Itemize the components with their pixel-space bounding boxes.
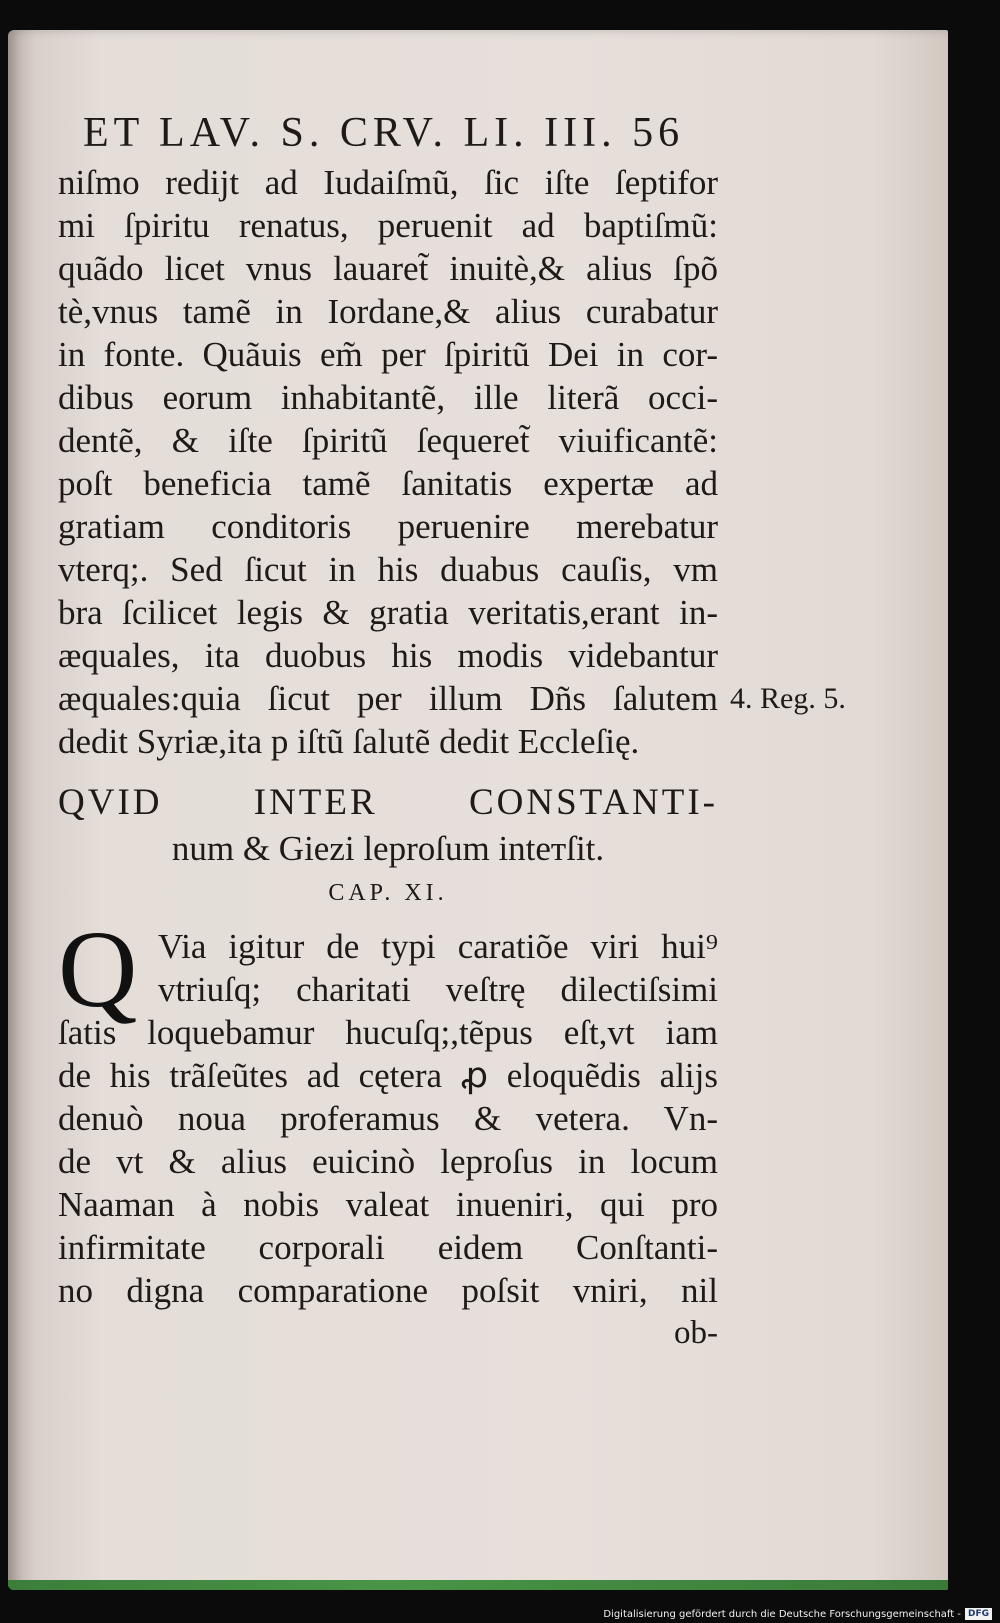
text-line: æquales, ita duobus his modis videbantur xyxy=(58,636,718,675)
text-line: bra ſcilicet legis & gratia veritatis,erant in- xyxy=(58,593,718,632)
text-line: de his trãſeũtes ad cętera ꝓ eloquẽdis alijs xyxy=(58,1056,718,1095)
text-line: denuò noua proferamus & vetera. Vn- xyxy=(58,1099,718,1138)
margin-note: 4. Reg. 5. xyxy=(730,682,846,715)
running-head: ET LAV. S. CRV. LI. III. 56 xyxy=(83,110,685,156)
text-line: poſt beneficia tamẽ ſanitatis expertæ ad xyxy=(58,464,718,503)
digitization-footer xyxy=(603,1608,992,1620)
text-line: ſatis loquebamur hucuſq;,tẽpus eſt,vt iam xyxy=(58,1013,718,1052)
text-line: no digna comparatione poſsit vniri, nil xyxy=(58,1271,718,1310)
text-line: dentẽ, & iſte ſpiritũ ſequeret̃ viuificantẽ: xyxy=(58,421,718,460)
text-line: niſmo redijt ad Iudaiſmũ, ſic iſte ſeptifor xyxy=(58,163,718,202)
text-line: Naaman à nobis valeat inueniri, qui pro xyxy=(58,1185,718,1224)
text-line: mi ſpiritu renatus, peruenit ad baptiſmũ: xyxy=(58,206,718,245)
text-line: gratiam conditoris peruenire merebatur xyxy=(58,507,718,546)
text-line: infirmitate corporali eidem Conſtanti- xyxy=(58,1228,718,1267)
drop-cap: Q xyxy=(58,908,138,1030)
dfg-logo-icon: DFG xyxy=(965,1608,992,1620)
text-line: vterq;. Sed ſicut in his duabus cauſis, vm xyxy=(58,550,718,589)
text-line: dibus eorum inhabitantẽ, ille literã occi- xyxy=(58,378,718,417)
text-line: tè,vnus tamẽ in Iordane,& alius curabatur xyxy=(58,292,718,331)
text-line: vtriuſq; charitati veſtrę dilectiſsimi xyxy=(158,970,718,1009)
chapter-title-line2: num & Giezi leproſum inteтſit. xyxy=(171,829,605,868)
chapter-text xyxy=(58,908,718,1312)
chapter-title-line1: QVID INTER CONSTANTI- xyxy=(58,782,718,823)
text-block xyxy=(58,105,718,1355)
text-line-content: Via igitur de typi caratiõe viri hui⁹ xyxy=(158,927,718,966)
chapter-number: CAP. XI. xyxy=(328,880,448,906)
catchword: ob- xyxy=(674,1315,718,1351)
text-line: quãdo licet vnus lauaret̃ inuitè,& alius ſpõ xyxy=(58,249,718,288)
text-line: dedit Syriæ,ita p iſtũ ſalutẽ dedit Eccleſię. xyxy=(58,722,640,761)
body-text xyxy=(58,161,718,763)
text-line: in fonte. Quãuis em̃ per ſpiritũ Dei in cor- xyxy=(58,335,718,374)
text-line: æquales:quia ſicut per illum Dñs ſalutem xyxy=(58,679,718,718)
book-page xyxy=(8,30,948,1590)
footer-text: Digitalisierung gefördert durch die Deutsche Forschungsgemeinschaft - xyxy=(603,1608,961,1620)
text-line: de vt & alius euicinò leproſus in locum xyxy=(58,1142,718,1181)
